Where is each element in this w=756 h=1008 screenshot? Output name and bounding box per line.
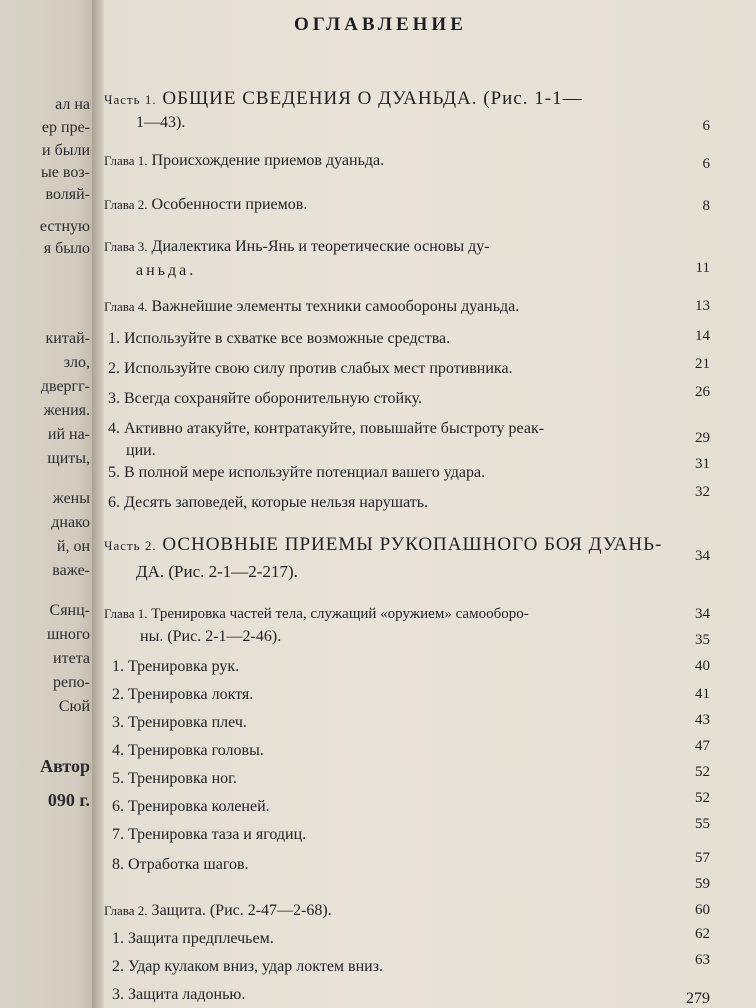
left-page-fragment: ий на-: [47, 426, 90, 443]
page-folio: 279: [686, 990, 710, 1007]
page-number: 14: [695, 328, 710, 344]
page-number: 29: [695, 430, 710, 446]
toc-item-entry: 2. Тренировка локтя.: [112, 686, 254, 703]
toc-item-entry: 1. Защита предплечьем.: [112, 930, 274, 947]
page-number: 32: [695, 484, 710, 500]
toc-chapter-entry: Глава 4. Важнейшие элементы техники самообороны дуаньда.: [104, 298, 520, 315]
page-number: 6: [702, 118, 710, 134]
page-number: 34: [695, 606, 710, 622]
page-number: 57: [695, 850, 710, 866]
toc-item-entry: 1. Используйте в схватке все возможные средства.: [108, 330, 451, 347]
left-page-fragment: китай-: [45, 330, 90, 347]
left-page-author: Автор: [40, 756, 90, 776]
left-page-fragment: й, он: [56, 538, 90, 555]
left-page-fragment: воляй-: [45, 186, 90, 203]
toc-entry-continuation: ДА. (Рис. 2-1—2-217).: [136, 562, 298, 581]
left-page-fragment: двергг-: [40, 378, 90, 395]
left-page-fragment: днако: [51, 514, 90, 531]
toc-item-entry: 2. Удар кулаком вниз, удар локтем вниз.: [112, 958, 384, 975]
left-page-fragment: ые воз-: [41, 164, 90, 181]
page-number: 31: [695, 456, 710, 472]
left-page-fragment: ер пре-: [41, 119, 90, 136]
page-number: 47: [695, 738, 710, 754]
toc-chapter-entry: Глава 2. Защита. (Рис. 2-47—2-68).: [104, 902, 332, 919]
page-number: 34: [695, 548, 710, 564]
page-number: 40: [695, 658, 710, 674]
page-number: 59: [695, 876, 710, 892]
page-number: 41: [695, 686, 710, 702]
left-page-fragment: и были: [42, 142, 90, 159]
left-page-fragment: Сянц-: [49, 602, 90, 619]
page-number: 52: [695, 764, 710, 780]
left-page-fragment: Сюй: [58, 698, 90, 715]
page-number: 62: [695, 926, 710, 942]
page-number: 35: [695, 632, 710, 648]
left-page-fragment: важе-: [52, 562, 90, 579]
toc-item-entry: 4. Активно атакуйте, контратакуйте, повышайте быстроту реак-: [108, 420, 545, 437]
toc-item-entry: 5. Тренировка ног.: [112, 770, 237, 787]
page-number: 21: [695, 356, 710, 372]
left-page-fragment: жены: [52, 490, 90, 507]
toc-item-entry: 4. Тренировка головы.: [112, 742, 264, 759]
page-number: 60: [695, 902, 710, 918]
toc-entry-continuation: аньда.: [136, 262, 197, 279]
toc-item-entry: 2. Используйте свою силу против слабых мест противника.: [108, 360, 513, 377]
toc-item-entry: 6. Десять заповедей, которые нельзя нарушать.: [108, 494, 429, 511]
toc-item-entry: 3. Тренировка плеч.: [112, 714, 247, 731]
left-page-fragment: щиты,: [47, 450, 90, 467]
toc-item-entry: 3. Защита ладонью.: [112, 986, 246, 1003]
left-page-fragment: итета: [53, 650, 90, 667]
page-number: 6: [702, 156, 710, 172]
toc-item-entry: 5. В полной мере используйте потенциал вашего удара.: [108, 464, 486, 481]
page-number: 8: [702, 198, 710, 214]
toc-chapter-entry: Глава 3. Диалектика Инь-Янь и теоретические основы ду-: [104, 238, 490, 255]
left-page-fragment: шного: [46, 626, 90, 643]
page-number: 26: [695, 384, 710, 400]
left-page-date: 090 г.: [47, 790, 90, 810]
left-page-fragment: зло,: [63, 354, 90, 371]
page-number: 63: [695, 952, 710, 968]
toc-item-entry: 8. Отработка шагов.: [112, 856, 249, 873]
toc-entry-continuation: ции.: [126, 442, 156, 459]
toc-part-entry: Часть 2. ОСНОВНЫЕ ПРИЕМЫ РУКОПАШНОГО БОЯ ДУАНЬ-: [104, 534, 663, 555]
page-number: 55: [695, 816, 710, 832]
toc-item-entry: 6. Тренировка коленей.: [112, 798, 270, 815]
toc-chapter-entry: Глава 2. Особенности приемов.: [104, 196, 308, 213]
toc-chapter-entry: Глава 1. Происхождение приемов дуаньда.: [104, 152, 385, 169]
left-page: [0, 0, 96, 1008]
left-page-fragment: естную: [39, 218, 90, 235]
toc-item-entry: 1. Тренировка рук.: [112, 658, 240, 675]
left-page-fragment: жения.: [43, 402, 90, 419]
toc-chapter-entry: Глава 1. Тренировка частей тела, служащий «оружием» самооборо-: [104, 606, 529, 622]
toc-part-entry: Часть 1. ОБЩИЕ СВЕДЕНИЯ О ДУАНЬДА. (Рис. 1-1—: [104, 88, 583, 109]
toc-item-entry: 3. Всегда сохраняйте оборонительную стойку.: [108, 390, 423, 407]
page-number: 13: [695, 298, 710, 314]
page-number: 43: [695, 712, 710, 728]
left-page-fragment: я было: [43, 240, 90, 257]
left-page-fragment: ал на: [55, 96, 90, 113]
toc-item-entry: 7. Тренировка таза и ягодиц.: [112, 826, 307, 843]
toc-entry-continuation: 1—43).: [136, 114, 186, 131]
page-number: 52: [695, 790, 710, 806]
page-number: 11: [695, 260, 710, 276]
toc-heading: ОГЛАВЛЕНИЕ: [294, 14, 467, 35]
toc-page: [104, 0, 756, 1008]
toc-entry-continuation: ны. (Рис. 2-1—2-46).: [140, 628, 282, 645]
left-page-fragment: репо-: [53, 674, 90, 691]
